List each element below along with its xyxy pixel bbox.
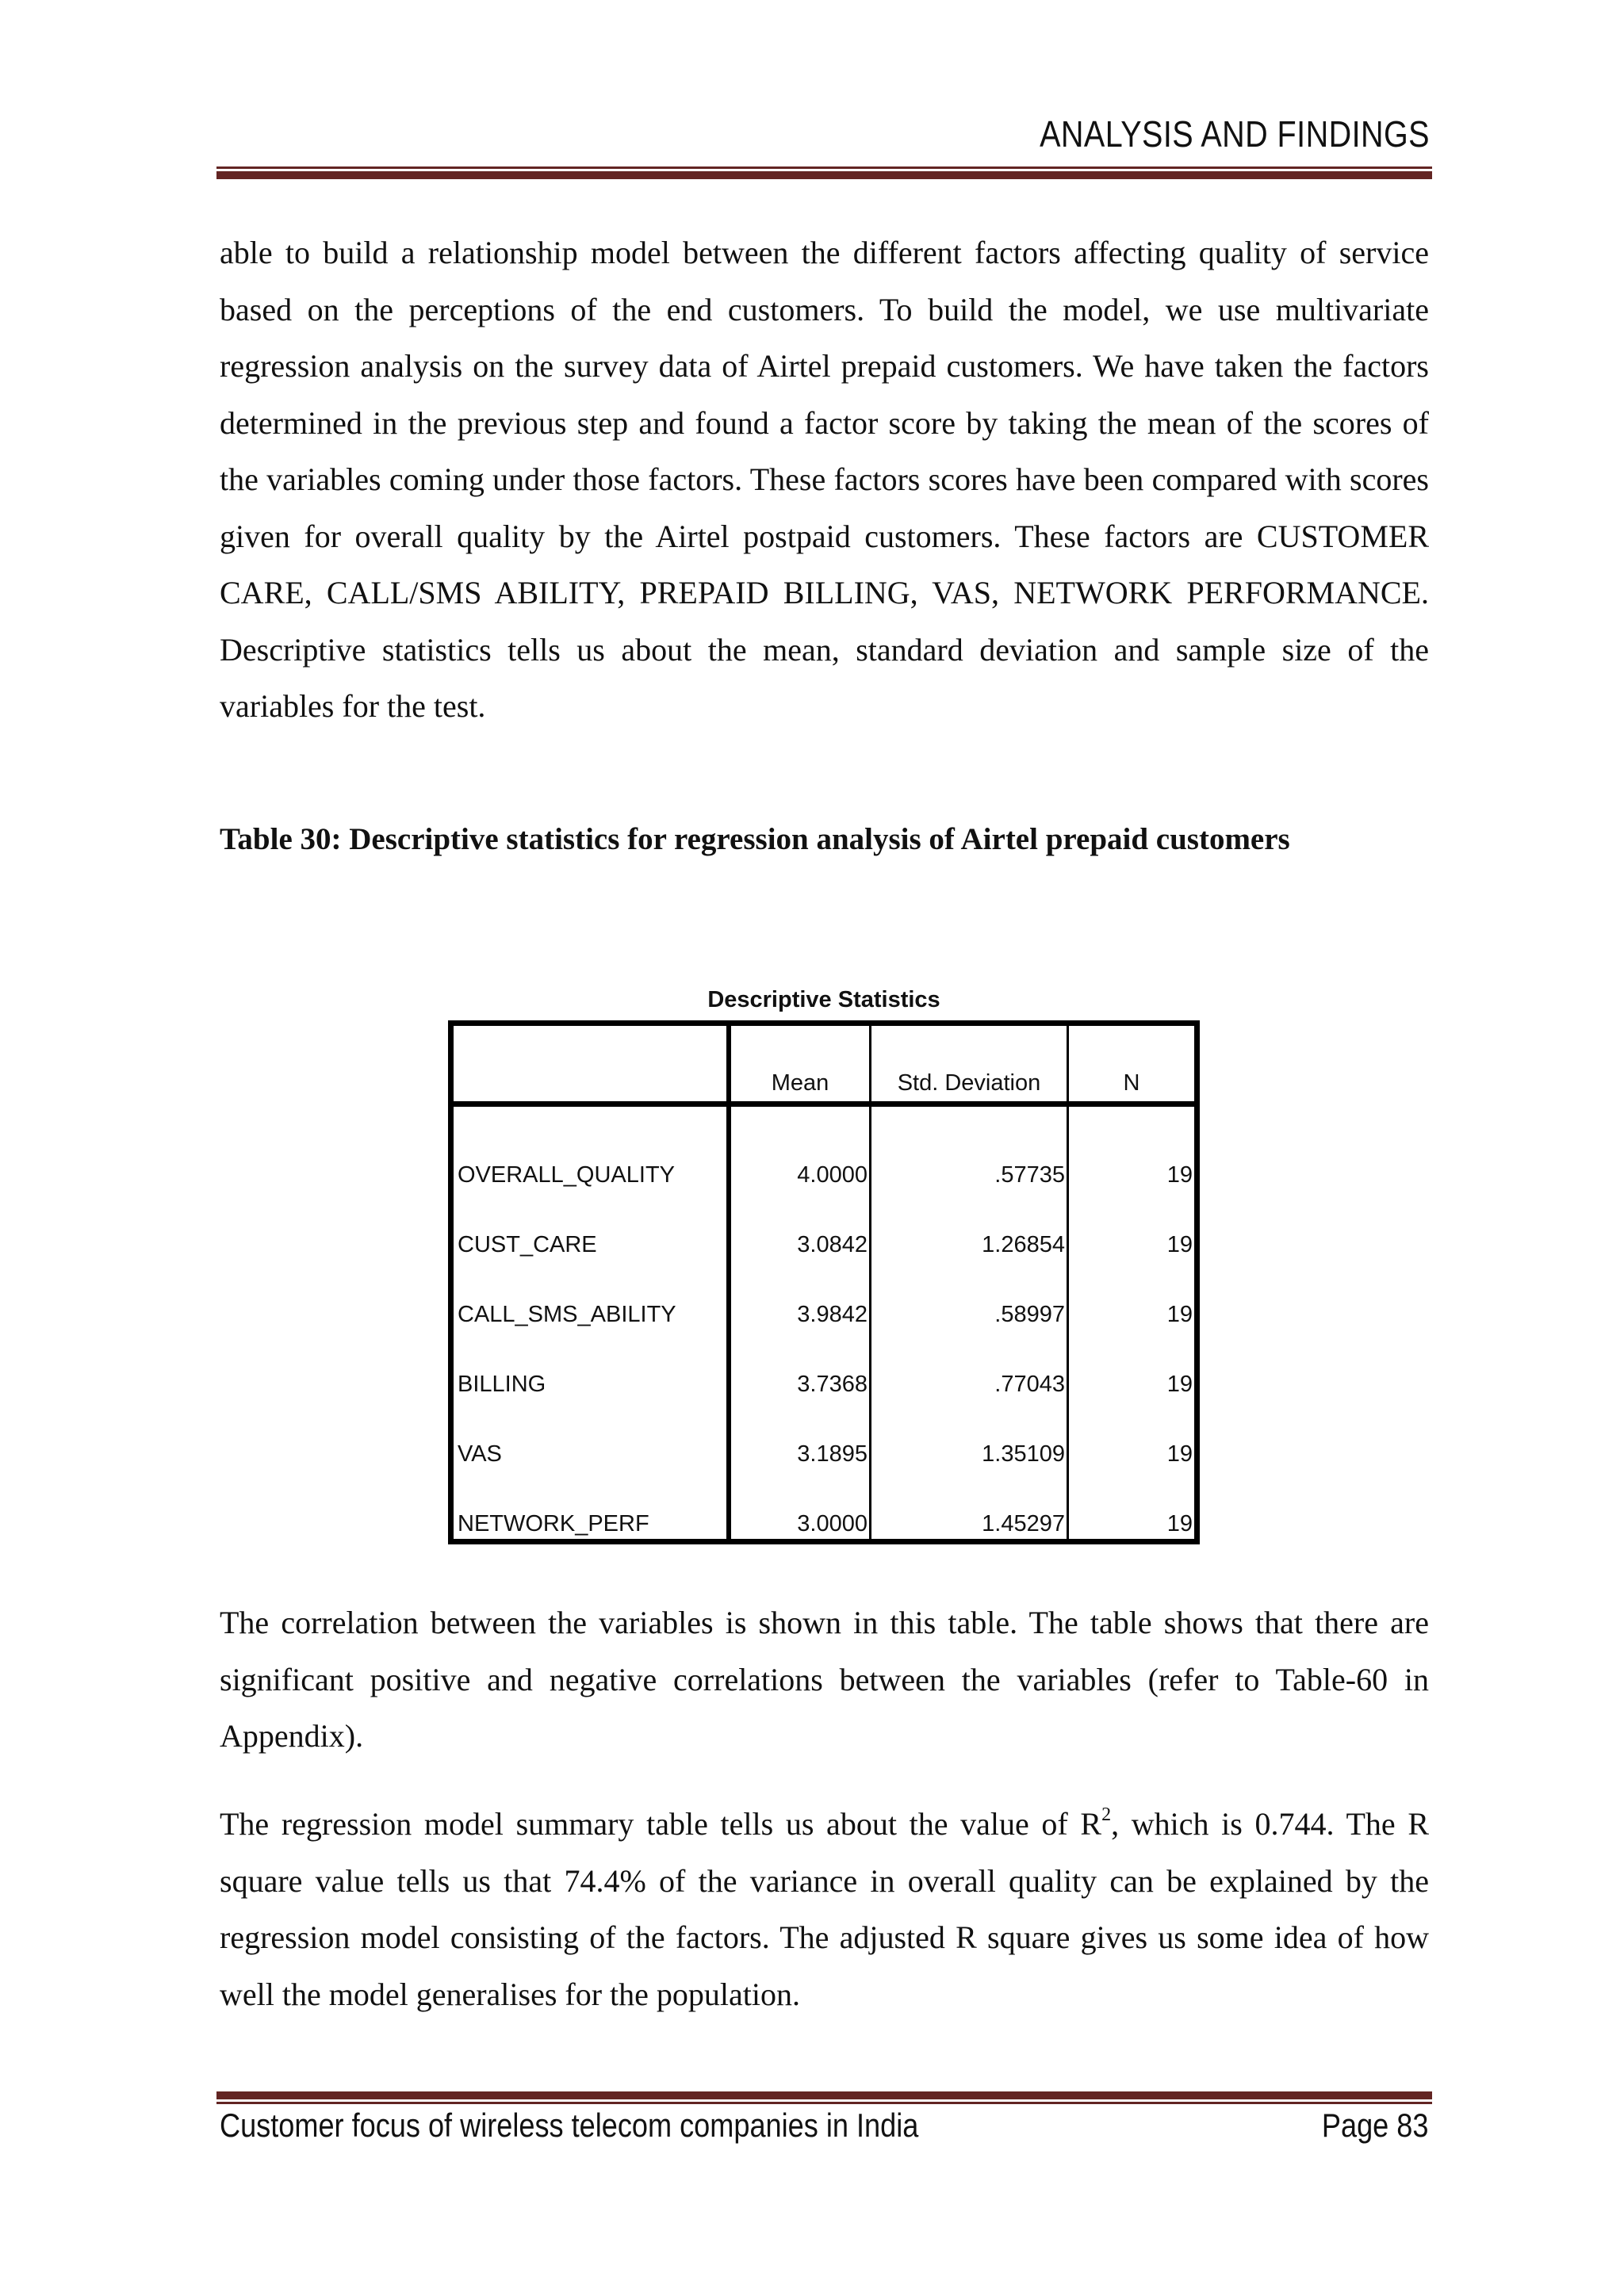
correlation-paragraph: The correlation between the variables is shown in this table. The table shows that there are significant positive and negative correlations between the variables (refer to Table-60 in Appendix). (220, 1605, 1429, 1754)
cell-n: 19 (1166, 1162, 1193, 1188)
running-header: ANALYSIS AND FINDINGS (1040, 113, 1430, 155)
regression-text-part1: The regression model summary table tells us about the value of R (220, 1806, 1102, 1842)
table-row (451, 1104, 1197, 1191)
table-header-row (451, 1024, 1197, 1104)
cell-mean: 3.7368 (729, 1330, 871, 1399)
header-rule-thin (216, 166, 1432, 169)
column-header-mean: Mean (729, 1024, 871, 1104)
regression-text-part2: , which is 0.744. The R square value tells us that 74.4% of the variance in overall quality can be explained by the regression model consisting of the factors. The adjusted R square gives us some idea of how well the model generalises for the population. (220, 1806, 1430, 2012)
header-rule-thick (216, 171, 1432, 179)
cell-std: 1.45297 (871, 1469, 1068, 1542)
cell-mean: 3.0000 (729, 1469, 871, 1542)
column-header-variable (451, 1024, 730, 1104)
footer-document-title: Customer focus of wireless telecom companies in India (220, 2107, 919, 2144)
cell-mean: 3.1895 (729, 1399, 871, 1469)
cell-n: 19 (1166, 1232, 1193, 1257)
footer-rule-thin (216, 2102, 1432, 2104)
r-squared-superscript: 2 (1101, 1804, 1112, 1825)
descriptive-statistics-table (448, 1020, 1200, 1544)
cell-variable: CUST_CARE (451, 1190, 730, 1260)
stats-table-title: Descriptive Statistics (707, 987, 940, 1012)
cell-n: 19 (1166, 1302, 1193, 1327)
cell-mean: 3.9842 (729, 1260, 871, 1330)
cell-mean: 3.0842 (729, 1190, 871, 1260)
table-row (451, 1260, 1197, 1330)
column-header-n: N (1068, 1024, 1197, 1104)
cell-mean: 4.0000 (729, 1104, 871, 1191)
cell-n: 19 (1166, 1441, 1193, 1467)
table-row (451, 1330, 1197, 1399)
table-row (451, 1399, 1197, 1469)
footer-rule-thick (216, 2091, 1432, 2099)
cell-variable: OVERALL_QUALITY (451, 1104, 730, 1191)
table-row (451, 1190, 1197, 1260)
regression-paragraph (220, 1796, 1429, 2022)
cell-n: 19 (1166, 1372, 1193, 1397)
table-row (451, 1469, 1197, 1542)
cell-std: .57735 (871, 1104, 1068, 1191)
intro-paragraph: able to build a relationship model between the different factors affecting quality of service based on the perceptions of the end customers. To build the model, we use multivariate regression analysis on the survey data of Airtel prepaid customers. We have taken the factors determined in the previous step and found a factor score by taking the mean of the scores of the variables coming under those factors. These factors scores have been compared with scores given for overall quality by the Airtel postpaid customers. These factors are CUSTOMER CARE, CALL/SMS ABILITY, PREPAID BILLING, VAS, NETWORK PERFORMANCE. Descriptive statistics tells us about the mean, standard deviation and sample size of the variables for the test. (220, 235, 1429, 724)
cell-std: .58997 (871, 1260, 1068, 1330)
cell-n: 19 (1166, 1511, 1193, 1536)
cell-variable: NETWORK_PERF (451, 1469, 730, 1542)
cell-variable: VAS (451, 1399, 730, 1469)
cell-std: 1.26854 (871, 1190, 1068, 1260)
column-header-std-deviation: Std. Deviation (871, 1024, 1068, 1104)
cell-std: 1.35109 (871, 1399, 1068, 1469)
cell-variable: BILLING (451, 1330, 730, 1399)
cell-variable: CALL_SMS_ABILITY (451, 1260, 730, 1330)
footer-page-number: Page 83 (1321, 2107, 1428, 2144)
table-caption: Table 30: Descriptive statistics for regression analysis of Airtel prepaid customers (220, 822, 1290, 856)
cell-std: .77043 (871, 1330, 1068, 1399)
